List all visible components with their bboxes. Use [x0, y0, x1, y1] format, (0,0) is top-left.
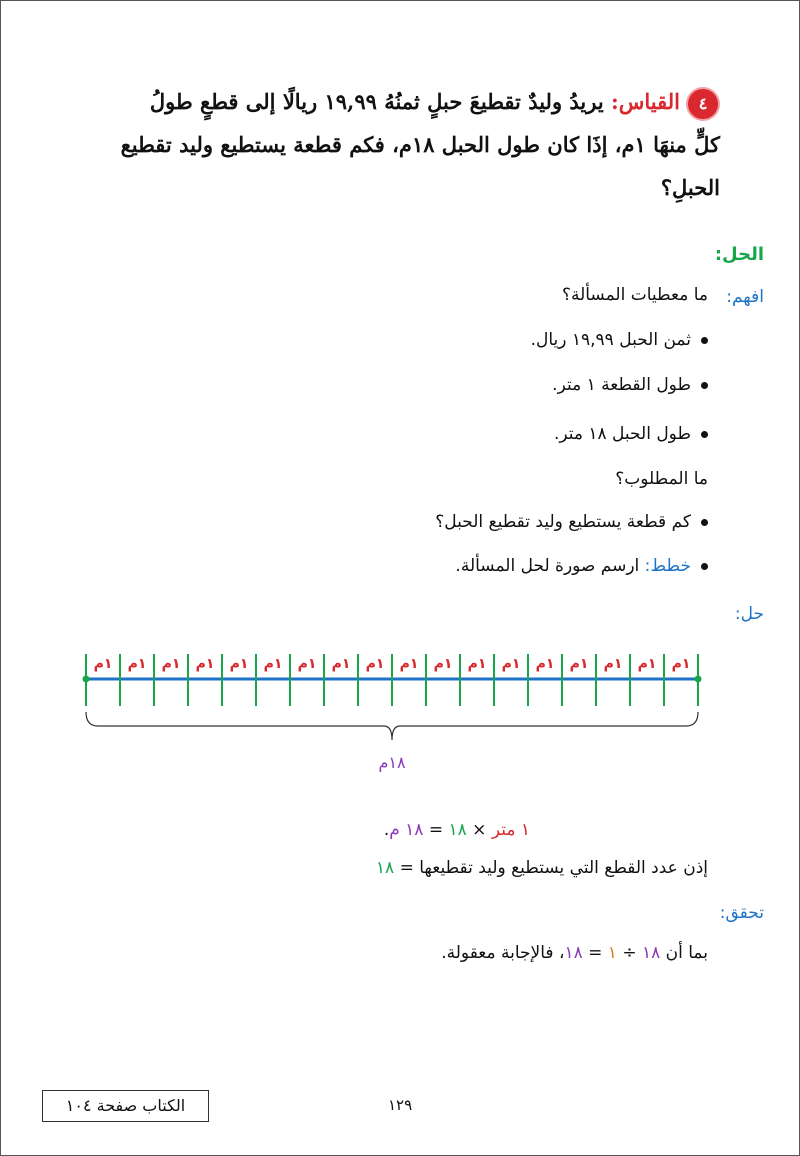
eq-end: .	[383, 820, 390, 840]
segment-label: ١م	[229, 656, 249, 672]
total-length-label: ١٨م	[378, 753, 406, 772]
equation	[384, 820, 530, 840]
segment-label: ١م	[637, 656, 657, 672]
bullet-dot-icon	[701, 431, 708, 438]
problem-statement	[120, 80, 720, 209]
required-label: ما المطلوب؟	[615, 469, 708, 489]
given-text: طول القطعة ١ متر.	[552, 375, 691, 395]
bullet-dot-icon	[701, 382, 708, 389]
page-number: ١٢٩	[388, 1096, 413, 1114]
bullet-dot-icon	[701, 337, 708, 344]
conclusion	[376, 858, 708, 878]
eq-term-a: ١ متر	[491, 820, 530, 840]
total-brace	[86, 712, 698, 740]
check-suffix: ، فالإجابة معقولة.	[441, 943, 565, 963]
segment-label: ١م	[263, 656, 283, 672]
understand-question: ما معطيات المسألة؟	[561, 285, 708, 305]
given-item-2	[552, 375, 708, 395]
solve-label: حل:	[734, 604, 764, 624]
understand-label: افهم:	[726, 287, 764, 307]
segment-label: ١م	[535, 656, 555, 672]
plan-item	[455, 556, 708, 576]
segment-label: ١م	[365, 656, 385, 672]
check-prefix: بما أن	[665, 943, 708, 963]
given-item-3	[554, 424, 708, 444]
conclusion-value: ١٨	[375, 858, 395, 878]
given-item-1	[531, 330, 708, 350]
conclusion-text: إذن عدد القطع التي يستطيع وليد تقطيعها	[419, 858, 708, 878]
problem-number-badge: ٤	[686, 87, 720, 121]
segment-label: ١م	[569, 656, 589, 672]
segment-label: ١م	[331, 656, 351, 672]
check-label: تحقق:	[719, 903, 764, 923]
given-text: ثمن الحبل ١٩,٩٩ ريال.	[530, 330, 691, 350]
required-item	[435, 512, 708, 532]
plan-text: ارسم صورة لحل المسألة.	[455, 556, 640, 576]
solution-label: الحل:	[714, 244, 764, 265]
segment-label: ١م	[501, 656, 521, 672]
eq-equals: =	[428, 820, 444, 840]
check-a: ١٨	[641, 943, 661, 963]
rope-diagram	[60, 640, 740, 790]
segment-label: ١م	[297, 656, 317, 672]
eq-op: ×	[472, 820, 487, 840]
segment-label: ١م	[433, 656, 453, 672]
book-reference: الكتاب صفحة ١٠٤	[42, 1090, 209, 1122]
segment-label: ١م	[127, 656, 147, 672]
check-equals: =	[588, 943, 603, 963]
plan-label: خطط:	[644, 556, 691, 576]
bullet-dot-icon	[701, 519, 708, 526]
bullet-dot-icon	[701, 563, 708, 570]
segment-label: ١م	[161, 656, 181, 672]
problem-text: يريدُ وليدٌ تقطيعَ حبلٍ ثمنُهُ ١٩,٩٩ ريالًا إلى قطعٍ طولُ كلٍّ منهَا ١م، إذَا كان طول الحبل ١٨م، فكم قطعة يستطيع وليد تقطيع الحبلِ؟	[120, 89, 720, 200]
segment-label: ١م	[467, 656, 487, 672]
segment-label: ١م	[603, 656, 623, 672]
segment-label: ١م	[93, 656, 113, 672]
problem-keyword: القياس:	[611, 89, 680, 114]
required-text: كم قطعة يستطيع وليد تقطيع الحبل؟	[435, 512, 691, 532]
segment-label: ١م	[671, 656, 691, 672]
given-text: طول الحبل ١٨ متر.	[553, 424, 691, 444]
check-op: ÷	[622, 943, 637, 963]
check-b: ١	[607, 943, 617, 963]
eq-term-b: ١٨	[448, 820, 467, 840]
check-c: ١٨	[564, 943, 583, 963]
eq-result: ١٨ م	[389, 820, 424, 840]
segment-label: ١م	[195, 656, 215, 672]
segment-label: ١م	[399, 656, 419, 672]
conclusion-equals: =	[399, 858, 414, 878]
check-statement	[441, 943, 708, 963]
